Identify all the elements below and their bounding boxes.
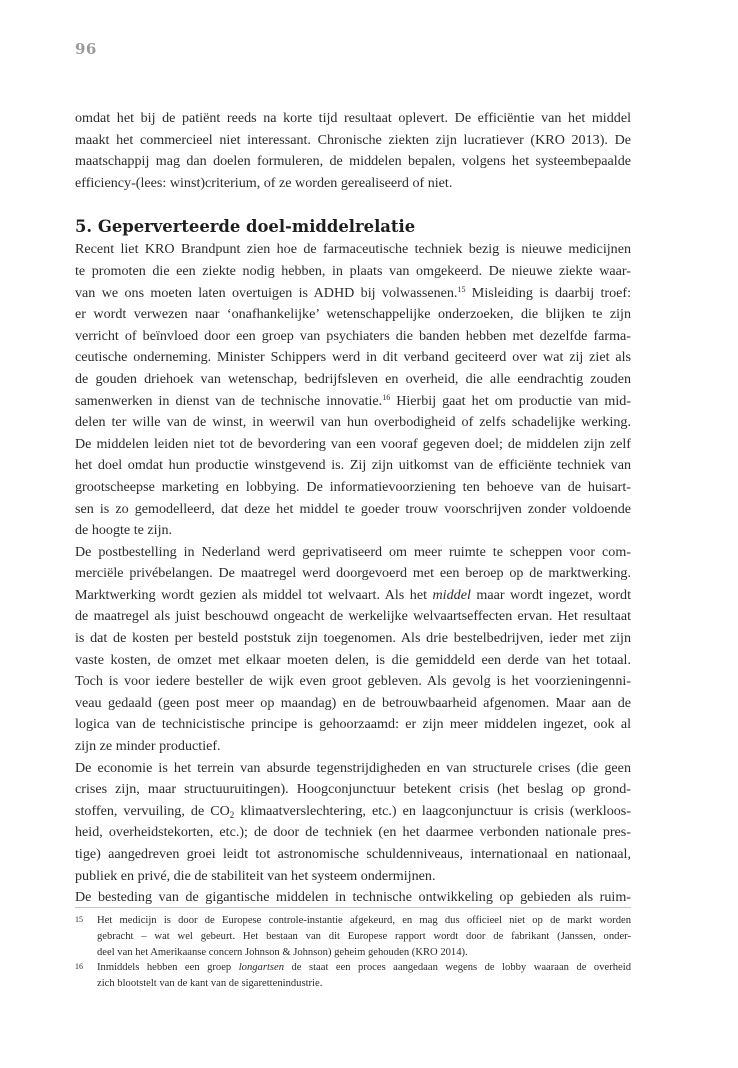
paragraph-3 <box>75 758 631 888</box>
text-segment: samenwerken in dienst van de technische innovatie. <box>75 392 383 409</box>
text-line: zijn ze minder productief. <box>75 738 221 755</box>
text-segment: stoffen, vervuiling, de CO <box>75 802 230 819</box>
text-line: tige) aangedreven groei leidt tot astronomische schuldenniveaus, internationaal en nationaal, <box>75 846 631 862</box>
text-line: De postbestelling in Nederland werd geprivatiseerd om meer ruimte te scheppen voor com- <box>75 543 631 560</box>
text-line: vaste kosten, de omzet met elkaar moeten delen, is die gemiddeld een derde van het totaal. <box>75 651 631 668</box>
text-line: merciële privébelangen. De maatregel werd doorgevoerd met een beroep op de marktwerking. <box>75 565 631 582</box>
text-segment: de staat een proces aangedaan wegens de lobby waaraan de overheid <box>284 962 631 974</box>
text-segment: Misleiding is daarbij troef: <box>465 284 631 301</box>
body-text <box>75 108 631 909</box>
text-line: er wordt verwezen naar ‘onafhankelijke’ wetenschappelijke onderzoeken, die blijken te zijn <box>75 306 631 323</box>
text-line: efficiency-(lees: winst)criterium, of ze worden gerealiseerd of niet. <box>75 174 453 191</box>
text-line <box>75 585 631 607</box>
text-line: is dat de kosten per besteld poststuk zijn toegenomen. Als drie bestelbedrijven, ieder met zijn <box>75 630 631 647</box>
footnote-line: Het medicijn is door de Europese controle-instantie afgekeurd, en mag dus officieel niet op de markt worden <box>97 915 631 926</box>
text-line <box>75 283 631 305</box>
text-line: het doel omdat hun productie winstgevend is. Zij zijn uitkomst van de efficiënte techniek van <box>75 457 631 474</box>
text-line: maatschappij mag dan doelen formuleren, de middelen bepalen, volgens het systeembepaalde <box>75 153 631 170</box>
text-segment: Marktwerking wordt gezien als middel tot welvaart. Als het <box>75 586 433 603</box>
text-line: verricht of beïnvloed door een groep van psychiaters die banden hebben met dezelfde farma- <box>75 327 631 344</box>
text-line: Toch is voor iedere besteller de wijk even groot gebleven. Als gevolg is het voorzieningenni- <box>75 673 631 690</box>
footnote-line: gebracht – wat wel gebeurt. Het bestaan van dit Europese rapport wordt door de fabrikant (Janssen, onder- <box>97 930 631 942</box>
text-segment: van we ons moeten laten overtuigen is ADHD bij volwassenen. <box>75 284 458 301</box>
subscript-2: 2 <box>229 809 235 820</box>
text-line: maakt het commercieel niet interessant. Chronische ziekten zijn lucratiever (KRO 2013). De <box>75 131 631 148</box>
paragraph-intro <box>75 108 631 194</box>
paragraph-4 <box>75 887 631 909</box>
text-segment: maar wordt ingezet, wordt <box>470 586 631 603</box>
text-segment: klimaatverslechtering, etc.) en laagconjunctuur is crisis (werkloos- <box>234 802 631 819</box>
text-line: grootscheepse marketing en lobbying. De informatievoorziening ten behoeve van de huisart- <box>75 478 631 495</box>
text-line: De economie is het terrein van absurde tegenstrijdigheden en van structurele crises (die geen <box>75 759 631 776</box>
footnote-15 <box>75 913 631 960</box>
text-line: omdat het bij de patiënt reeds na korte tijd resultaat oplevert. De efficiëntie van het middel <box>75 110 631 126</box>
text-line: de gouden driehoek van wetenschap, bedrijfsleven en overheid, die alle eendrachtig zouden <box>75 370 631 387</box>
footnote-number: 16 <box>75 962 83 972</box>
text-line: publiek en privé, die de stabiliteit van het systeem ondermijnen. <box>75 867 436 884</box>
text-line: logica van de technicistische principe is gehoorzaamd: er zijn meer middelen ingezet, ook al <box>75 716 631 733</box>
paragraph-2 <box>75 542 631 758</box>
emphasis-longartsen: longartsen <box>238 962 285 974</box>
text-line: De middelen leiden niet tot de bevordering van een vooraf gegeven doel; de middelen zijn zelf <box>75 435 631 452</box>
emphasis-middel: middel <box>432 586 471 603</box>
section-heading: 5. Geperverteerde doel-middelrelatie <box>75 217 416 237</box>
footnote-number: 15 <box>75 915 83 924</box>
text-line: sen is zo gemodelleerd, dat deze het middel te goeder trouw voorschrijven zonder voldoende <box>75 500 631 517</box>
footnote-16 <box>75 960 631 992</box>
text-line: de maatregel als juist beschouwd ongeacht de werkelijke welvaartseffecten ervan. Het resultaat <box>75 608 631 625</box>
footnote-line: zich blootstelt van de kant van de sigarettenindustrie. <box>97 978 323 990</box>
text-segment: Inmiddels hebben een groep <box>97 962 239 974</box>
text-segment: Hierbij gaat het om productie van mid- <box>390 392 631 409</box>
footnote-ref-16[interactable]: 16 <box>382 392 391 402</box>
footnote-line: deel van het Amerikaanse concern Johnson & Johnson) geheim gehouden (KRO 2014). <box>97 946 468 958</box>
text-line: Recent liet KRO Brandpunt zien hoe de farmaceutische techniek bezig is nieuwe medicijnen <box>75 241 631 258</box>
paragraph-1 <box>75 239 631 541</box>
text-line <box>75 801 631 823</box>
text-line: heid, overheidstekorten, etc.); de door de techniek (en het daarmee verbonden nationale pres- <box>75 824 631 841</box>
text-line: De besteding van de gigantische middelen in technische ontwikkeling op gebieden als ruim- <box>75 889 631 906</box>
footnote-ref-15[interactable]: 15 <box>457 284 466 294</box>
footnote-line <box>97 960 631 976</box>
page-number: 96 <box>75 40 97 58</box>
text-line <box>75 391 631 413</box>
text-line: de hoogte te zijn. <box>75 522 173 539</box>
footnotes <box>75 907 631 992</box>
text-line: ceutische onderneming. Minister Schippers werd in dit verband geciteerd over wat zij ziet als <box>75 349 631 366</box>
text-line: crises zijn, maar structuuruitingen). Hoogconjunctuur betekent crisis (het beslag op grond- <box>75 781 631 798</box>
text-line: te promoten die een ziekte nodig hebben, in plaats van omgekeerd. De nieuwe ziekte waar- <box>75 262 631 279</box>
text-line: veau gedaald (geen post meer op maandag) en de betrouwbaarheid afgenomen. Maar aan de <box>75 694 631 711</box>
text-line: delen ter wille van de winst, in weerwil van hun overbodigheid of zelfs schadelijke werking. <box>75 414 631 431</box>
